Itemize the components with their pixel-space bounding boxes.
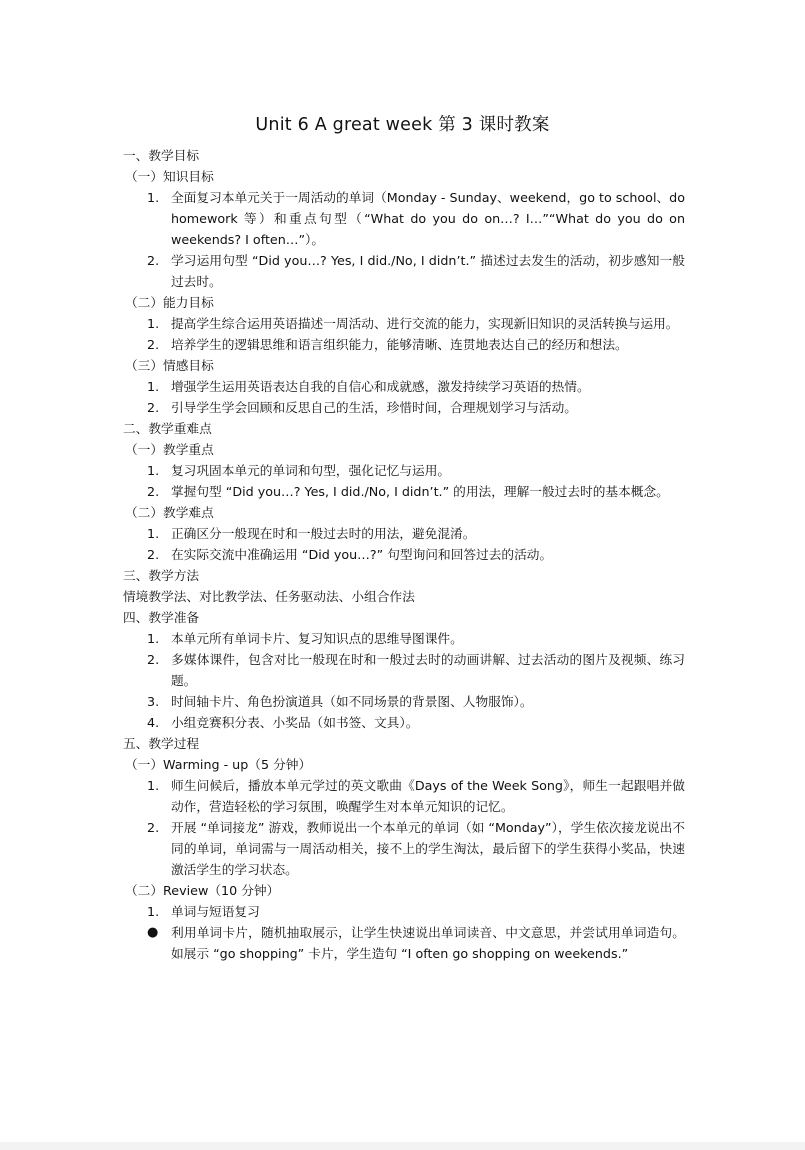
list-item-text: 师生问候后，播放本单元学过的英文歌曲《Days of the Week Song》，师生一起跟唱并做动作，营造轻松的学习氛围，唤醒学生对本单元知识的记忆。 [171, 778, 685, 814]
list-number: 1. [147, 379, 160, 394]
list-item-text: 提高学生综合运用英语描述一周活动、进行交流的能力，实现新旧知识的灵活转换与运用。 [171, 316, 679, 331]
list-number: 2. [147, 820, 160, 835]
list-item-text: 全面复习本单元关于一周活动的单词（Monday - Sunday、weekend，go to school、do homework 等）和重点句型（“What do you do on…? I…”“What do you do on weekends? I often…”）。 [171, 190, 685, 247]
list-item-text: 学习运用句型 “Did you…? Yes, I did./No, I didn’t.” 描述过去发生的活动，初步感知一般过去时。 [171, 253, 685, 289]
list-item-text: 开展 “单词接龙” 游戏，教师说出一个本单元的单词（如 “Monday”），学生依次接龙说出不同的单词，单词需与一周活动相关，接不上的学生淘汰，最后留下的学生获得小奖品，快速激活学生的学习状态。 [171, 820, 685, 877]
list-item [123, 544, 685, 565]
list-item [123, 817, 685, 880]
subsection-heading: （二）能力目标 [125, 295, 214, 310]
list-item [123, 628, 685, 649]
list-item [123, 481, 685, 502]
list-item [123, 712, 685, 733]
list-number: 2. [147, 253, 160, 268]
list-item-text: 小组竞赛积分表、小奖品（如书签、文具）。 [171, 715, 419, 730]
document-title: Unit 6 A great week 第 3 课时教案 [255, 115, 550, 135]
list-item [123, 250, 685, 292]
list-item-text: 在实际交流中准确运用 “Did you…?” 句型询问和回答过去的活动。 [171, 547, 553, 562]
list-item [123, 901, 685, 922]
list-number: 2. [147, 337, 160, 352]
list-item [123, 691, 685, 712]
list-item-text: 复习巩固本单元的单词和句型，强化记忆与运用。 [171, 463, 451, 478]
list-number: 3. [147, 694, 160, 709]
list-item-text: 培养学生的逻辑思维和语言组织能力，能够清晰、连贯地表达自己的经历和想法。 [171, 337, 628, 352]
list-number: 1. [147, 526, 160, 541]
list-item-text: 引导学生学会回顾和反思自己的生活，珍惜时间，合理规划学习与活动。 [171, 400, 577, 415]
list-item-text: 单词与短语复习 [171, 904, 260, 919]
list-item-text: 多媒体课件，包含对比一般现在时和一般过去时的动画讲解、过去活动的图片及视频、练习题。 [171, 652, 685, 688]
section-heading: 四、教学准备 [123, 610, 200, 625]
section-heading: 情境教学法、对比教学法、任务驱动法、小组合作法 [123, 589, 415, 604]
bullet-marker: ● [147, 925, 159, 940]
document-body [123, 145, 685, 964]
list-number: 1. [147, 316, 160, 331]
list-item [123, 313, 685, 334]
list-item [123, 649, 685, 691]
subsection-heading: （一）知识目标 [125, 169, 214, 184]
list-item-text: 利用单词卡片，随机抽取展示，让学生快速说出单词读音、中文意思，并尝试用单词造句。如展示 “go shopping” 卡片，学生造句 “I often go shopping on weekends.” [171, 925, 685, 961]
list-number: 1. [147, 190, 160, 205]
section-heading: 二、教学重难点 [123, 421, 212, 436]
subsection-heading: （一）教学重点 [125, 442, 214, 457]
section-heading: 一、教学目标 [123, 148, 200, 163]
list-item [123, 376, 685, 397]
list-item [123, 523, 685, 544]
list-number: 1. [147, 463, 160, 478]
list-item-text: 掌握句型 “Did you…? Yes, I did./No, I didn’t.” 的用法，理解一般过去时的基本概念。 [171, 484, 669, 499]
list-item-text: 正确区分一般现在时和一般过去时的用法，避免混淆。 [171, 526, 476, 541]
list-item [123, 397, 685, 418]
list-number: 1. [147, 778, 160, 793]
section-heading: 五、教学过程 [123, 736, 200, 751]
list-number: 2. [147, 400, 160, 415]
list-item [123, 775, 685, 817]
bullet-item [123, 922, 685, 964]
list-number: 2. [147, 652, 160, 667]
section-heading: 三、教学方法 [123, 568, 200, 583]
subsection-heading: （三）情感目标 [125, 358, 214, 373]
list-item-text: 时间轴卡片、角色扮演道具（如不同场景的背景图、人物服饰）。 [171, 694, 533, 709]
list-item [123, 334, 685, 355]
list-number: 4. [147, 715, 160, 730]
list-item [123, 187, 685, 250]
list-item [123, 460, 685, 481]
list-number: 2. [147, 547, 160, 562]
subsection-heading: （二）Review（10 分钟） [125, 883, 280, 898]
subsection-heading: （二）教学难点 [125, 505, 214, 520]
list-item-text: 增强学生运用英语表达自我的自信心和成就感，激发持续学习英语的热情。 [171, 379, 590, 394]
list-number: 2. [147, 484, 160, 499]
list-item-text: 本单元所有单词卡片、复习知识点的思维导图课件。 [171, 631, 463, 646]
subsection-heading: （一）Warming - up（5 分钟） [125, 757, 312, 772]
list-number: 1. [147, 631, 160, 646]
list-number: 1. [147, 904, 160, 919]
